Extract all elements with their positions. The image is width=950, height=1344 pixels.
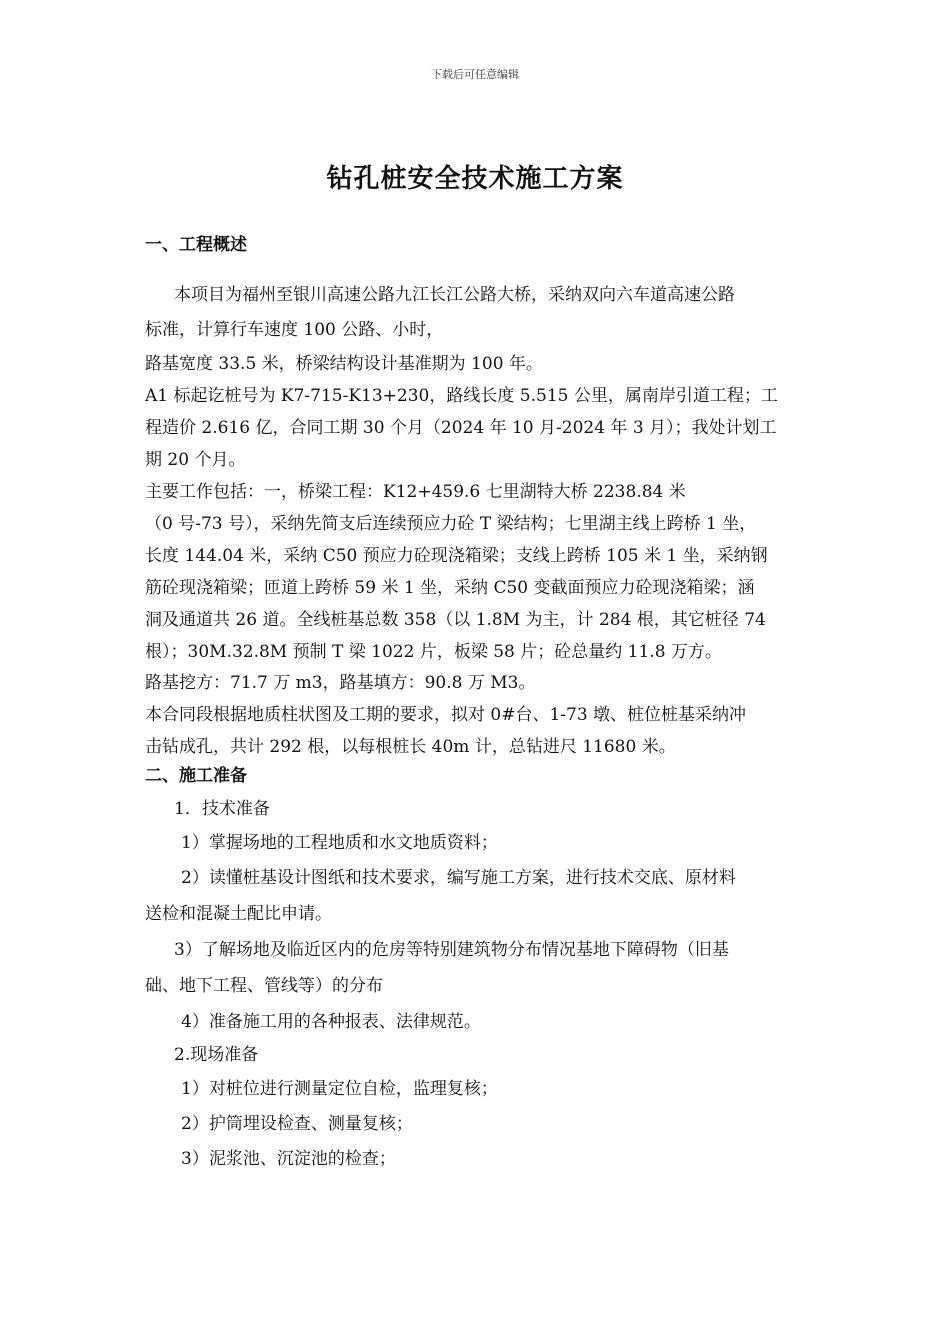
section-heading-preparation: 二、施工准备 [145,766,247,786]
list-item-continuation: 础、地下工程、管线等）的分布 [145,976,383,996]
paragraph-line: 长度 144.04 米，采纳 C50 预应力砼现浇箱梁；支线上跨桥 105 米 1 坐，采纳钢 [145,546,768,566]
subsection-heading: 2.现场准备 [174,1045,259,1065]
paragraph-line: 本合同段根据地质柱状图及工期的要求，拟对 0#台、1-73 墩、桩位桩基采纳冲 [145,705,747,725]
paragraph-line: 主要工作包括：一，桥梁工程：K12+459.6 七里湖特大桥 2238.84 米 [145,482,686,502]
list-item: 3）泥浆池、沉淀池的检查； [181,1149,396,1169]
list-item: 1）对桩位进行测量定位自检，监理复核； [181,1079,498,1099]
header-note: 下载后可任意编辑 [431,68,519,81]
list-item: 4）准备施工用的各种报表、法律规范。 [181,1012,481,1032]
paragraph-line: 标准，计算行车速度 100 公路、小时， [145,320,444,340]
paragraph-line: 根）；30M.32.8M 预制 T 梁 1022 片，板梁 58 片；砼总量约 11.8 万方。 [145,642,722,662]
paragraph-line: （0 号-73 号），采纳先简支后连续预应力砼 T 梁结构；七里湖主线上跨桥 1 坐， [145,514,757,534]
list-item: 3）了解场地及临近区内的危房等特别建筑物分布情况基地下障碍物（旧基 [174,940,729,960]
list-item: 1）掌握场地的工程地质和水文地质资料； [181,833,498,853]
list-item: 2）读懂桩基设计图纸和技术要求，编写施工方案，进行技术交底、原材料 [181,868,736,888]
paragraph-line: 期 20 个月。 [145,450,246,470]
paragraph-line: 击钻成孔，共计 292 根，以每根桩长 40m 计，总钻进尺 11680 米。 [145,737,676,757]
list-item-continuation: 送检和混凝土配比申请。 [145,904,332,924]
paragraph-line: 洞及通道共 26 道。全线桩基总数 358（以 1.8M 为主，计 284 根，其它桩径 74 [145,610,766,630]
paragraph-line: A1 标起讫桩号为 K7-715-K13+230，路线长度 5.515 公里，属南岸引道工程；工 [145,386,778,406]
paragraph-line: 路基挖方：71.7 万 m3，路基填方：90.8 万 M3。 [145,673,536,693]
paragraph-line: 本项目为福州至银川高速公路九江长江公路大桥，采纳双向六车道高速公路 [174,285,735,305]
paragraph-line: 筋砼现浇箱梁；匝道上跨桥 59 米 1 坐，采纳 C50 变截面预应力砼现浇箱梁；涵 [145,578,755,598]
subsection-heading: 1．技术准备 [174,799,270,819]
list-item: 2）护筒埋设检查、测量复核； [181,1114,413,1134]
section-heading-overview: 一、工程概述 [145,235,247,255]
paragraph-line: 路基宽度 33.5 米，桥梁结构设计基准期为 100 年。 [145,354,543,374]
document-title: 钻孔桩安全技术施工方案 [326,164,624,194]
paragraph-line: 程造价 2.616 亿，合同工期 30 个月（2024 年 10 月-2024 年 3 月）；我处计划工 [145,418,777,438]
